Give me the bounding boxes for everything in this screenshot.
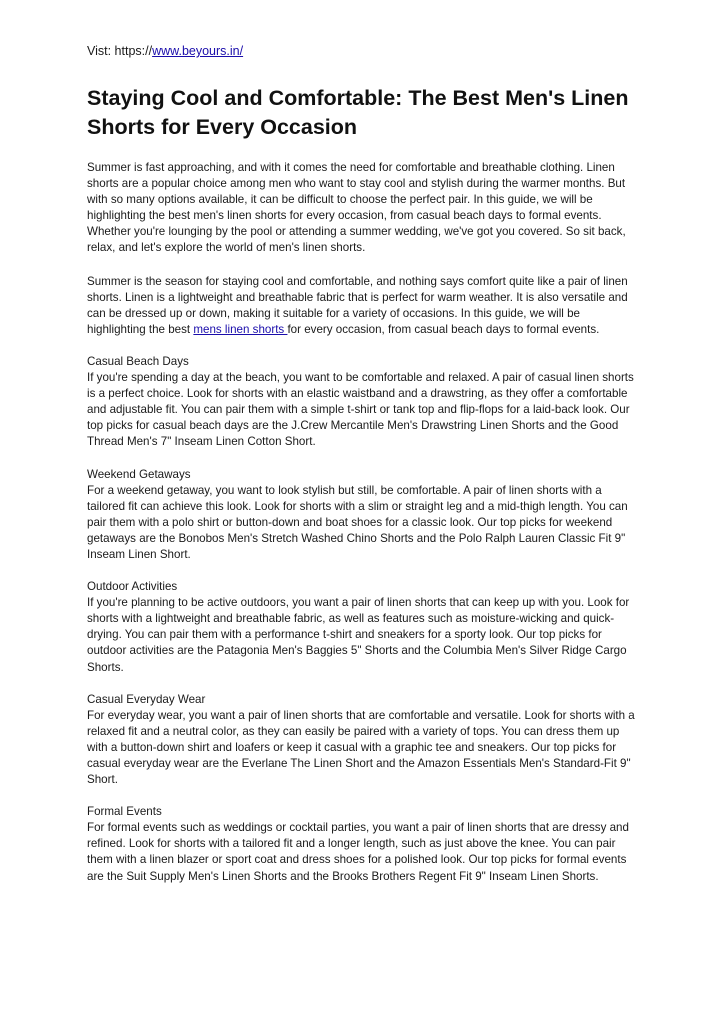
section-body: If you're spending a day at the beach, you want to be comfortable and relaxed. A pair of casual linen shorts is a perfect choice. Look for shorts with an elastic waistband and a drawstring, as they offer a comfortable and adjustable fit. You can pair them with a simple t-shirt or tank top and flip-flops for a laid-back look. Our top picks for casual beach days are the J.Crew Mercantile Men's Drawstring Linen Shorts and the Good Thread Men's 7" Inseam Linen Cotton Short. [87, 371, 634, 449]
section-casual-beach-days [87, 354, 637, 451]
section-body: For everyday wear, you want a pair of linen shorts that are comfortable and versatile. Look for shorts with a relaxed fit and a neutral color, as they can easily be paired with a variety of tops. You can dress them up with a button-down shirt and loafers or keep it casual with a graphic tee and sneakers. Our top picks for casual everyday wear are the Everlane The Linen Short and the Amazon Essentials Men's Standard-Fit 9" Short. [87, 708, 635, 787]
linen-paragraph-text-before: Summer is the season for staying cool and comfortable, and nothing says comfort quite like a pair of linen shorts. Linen is a lightweight and breathable fabric that is perfect for warm weather. It is also versatile and can be dressed up or down, making it suitable for a variety of occasions. In this guide, we will be highlighting the best [87, 274, 628, 336]
section-body: For a weekend getaway, you want to look stylish but still, be comfortable. A pair of linen shorts with a tailored fit can achieve this look. Look for shorts with a slim or straight leg and a mid-thigh length. You can pair them with a polo shirt or button-down and boat shoes for a classic look. Our top picks for weekend getaways are the Bonobos Men's Stretch Washed Chino Shorts and the Polo Ralph Lauren Classic Fit 9" Inseam Linen Short. [87, 483, 628, 561]
section-weekend-getaways [87, 467, 637, 564]
section-title: Casual Everyday Wear [87, 692, 206, 706]
document-page [87, 42, 637, 885]
visit-line [87, 42, 637, 60]
section-body: If you're planning to be active outdoors, you want a pair of linen shorts that can keep up with you. Look for shorts with a lightweight and breathable fabric, as well as features such as moisture-wicking and quick-drying. You can pair them with a performance t-shirt and sneakers for a sporty look. Our top picks for outdoor activities are the Patagonia Men's Baggies 5" Shorts and the Columbia Men's Silver Ridge Cargo Shorts. [87, 596, 630, 674]
section-outdoor-activities [87, 579, 637, 676]
section-casual-everyday-wear [87, 692, 637, 789]
site-link[interactable]: www.beyours.in/ [152, 44, 244, 58]
visit-prefix: Vist: https:// [87, 44, 153, 58]
mens-linen-shorts-link[interactable]: mens linen shorts [193, 322, 288, 336]
section-title: Weekend Getaways [87, 467, 191, 481]
section-title: Formal Events [87, 805, 162, 819]
section-title: Outdoor Activities [87, 580, 178, 594]
linen-paragraph-text-after: for every occasion, from casual beach days to formal events. [287, 322, 600, 336]
section-formal-events [87, 804, 637, 884]
linen-paragraph [87, 274, 637, 338]
intro-paragraph: Summer is fast approaching, and with it comes the need for comfortable and breathable clothing. Linen shorts are a popular choice among men who want to stay cool and stylish during the warmer months. But with so many options available, it can be difficult to choose the perfect pair. In this guide, we will be highlighting the best men's linen shorts for every occasion, from casual beach days to formal events. Whether you're lounging by the pool or attending a summer wedding, we've got you covered. So sit back, relax, and let's explore the world of men's linen shorts. [87, 161, 626, 255]
article-title: Staying Cool and Comfortable: The Best Men's Linen Shorts for Every Occasion [87, 86, 629, 139]
section-body: For formal events such as weddings or cocktail parties, you want a pair of linen shorts that are dressy and refined. Look for shorts with a tailored fit and a longer length, such as just above the knee. You can pair them with a linen blazer or sport coat and dress shoes for a polished look. Our top picks for formal events are the Suit Supply Men's Linen Shorts and the Brooks Brothers Regent Fit 9" Inseam Linen Shorts. [87, 821, 629, 883]
section-title: Casual Beach Days [87, 354, 189, 368]
